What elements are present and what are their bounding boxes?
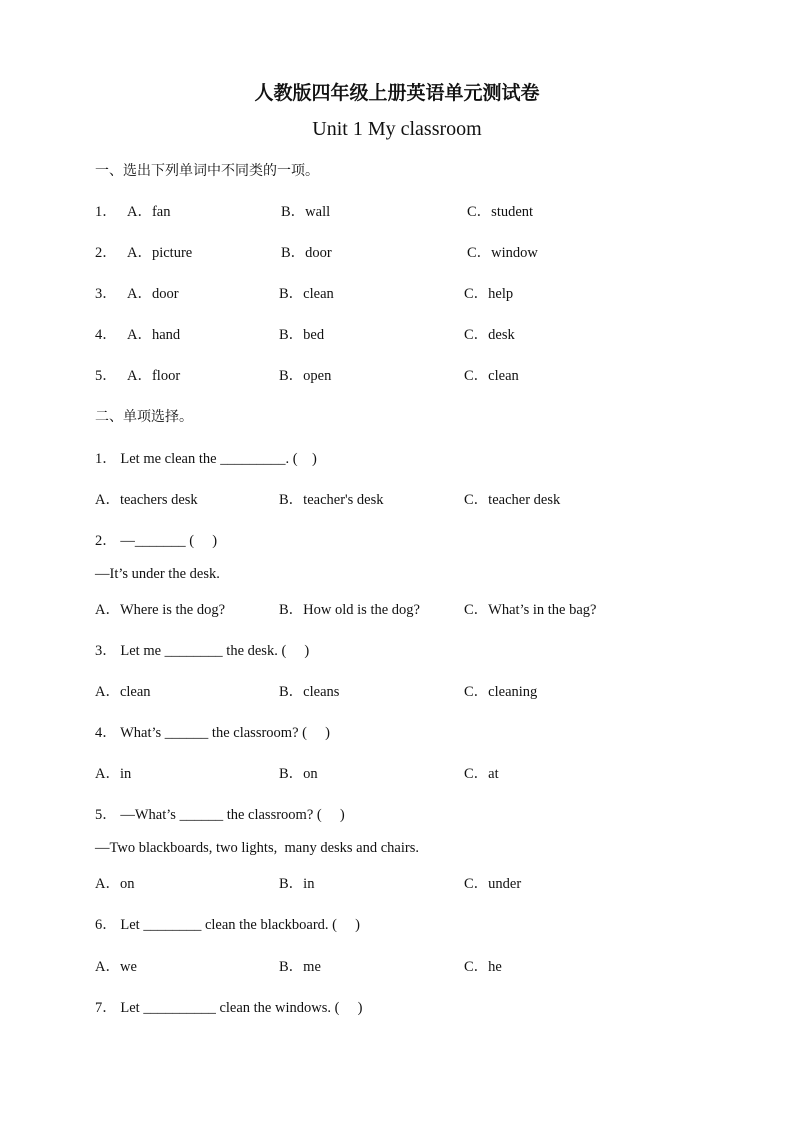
section-1-heading: 一、选出下列单词中不同类的一项。: [95, 163, 319, 179]
s2-q4-option-b: B．on: [279, 766, 318, 782]
s2-q6-option-c: C．he: [464, 959, 502, 975]
s2-q2-option-c: C．What’s in the bag?: [464, 602, 597, 618]
s1-q5-number: 5．: [95, 368, 117, 384]
s2-q1-option-b: B．teacher's desk: [279, 492, 384, 508]
s2-q2-stem: 2． —_______ ( ): [95, 533, 218, 549]
page-subtitle: Unit 1 My classroom: [312, 118, 482, 140]
section-2-heading: 二、单项选择。: [95, 409, 193, 425]
s1-q3-option-b: B．clean: [279, 286, 334, 302]
s2-q1-stem: 1． Let me clean the _________. ( ): [95, 451, 317, 467]
s2-q3-option-b: B．cleans: [279, 684, 340, 700]
s2-q1-option-c: C．teacher desk: [464, 492, 561, 508]
s2-q4-option-c: C．at: [464, 766, 499, 782]
s2-q6-stem: 6． Let ________ clean the blackboard. ( ): [95, 917, 360, 933]
s1-q3-number: 3．: [95, 286, 117, 302]
s1-q2-number: 2．: [95, 245, 117, 261]
s1-q1-option-b: B．wall: [281, 204, 331, 220]
s2-q5-option-a: A．on: [95, 876, 135, 892]
s2-q4-stem: 4． What’s ______ the classroom? ( ): [95, 725, 330, 741]
s1-q5-option-a: A．floor: [127, 368, 181, 384]
s1-q2-option-c: C．window: [467, 245, 538, 261]
s2-q5-stem: 5． —What’s ______ the classroom? ( ): [95, 807, 345, 823]
s1-q2-option-a: A．picture: [127, 245, 193, 261]
page-title: 人教版四年级上册英语单元测试卷: [254, 82, 540, 104]
s2-q3-option-a: A．clean: [95, 684, 151, 700]
s1-q5-option-b: B．open: [279, 368, 332, 384]
s2-q2-reply: —It’s under the desk.: [95, 566, 220, 582]
s1-q1-option-a: A．fan: [127, 204, 171, 220]
s2-q3-option-c: C．cleaning: [464, 684, 538, 700]
s2-q4-option-a: A．in: [95, 766, 132, 782]
s2-q7-stem: 7． Let __________ clean the windows. ( ): [95, 1000, 363, 1016]
s2-q2-option-a: A．Where is the dog?: [95, 602, 226, 618]
s1-q1-option-c: C．student: [467, 204, 534, 220]
s2-q1-option-a: A．teachers desk: [95, 492, 198, 508]
s1-q3-option-c: C．help: [464, 286, 514, 302]
s1-q4-option-c: C．desk: [464, 327, 515, 343]
s2-q6-option-a: A．we: [95, 959, 137, 975]
s2-q5-option-b: B．in: [279, 876, 315, 892]
s1-q3-option-a: A．door: [127, 286, 179, 302]
s2-q2-option-b: B．How old is the dog?: [279, 602, 420, 618]
s2-q6-option-b: B．me: [279, 959, 321, 975]
s1-q5-option-c: C．clean: [464, 368, 519, 384]
s2-q3-stem: 3． Let me ________ the desk. ( ): [95, 643, 310, 659]
s1-q2-option-b: B．door: [281, 245, 332, 261]
s1-q4-number: 4．: [95, 327, 117, 343]
s2-q5-reply: —Two blackboards, two lights, many desks and chairs.: [95, 840, 419, 856]
s1-q4-option-b: B．bed: [279, 327, 325, 343]
s2-q5-option-c: C．under: [464, 876, 522, 892]
s1-q1-number: 1．: [95, 204, 117, 220]
s1-q4-option-a: A．hand: [127, 327, 181, 343]
